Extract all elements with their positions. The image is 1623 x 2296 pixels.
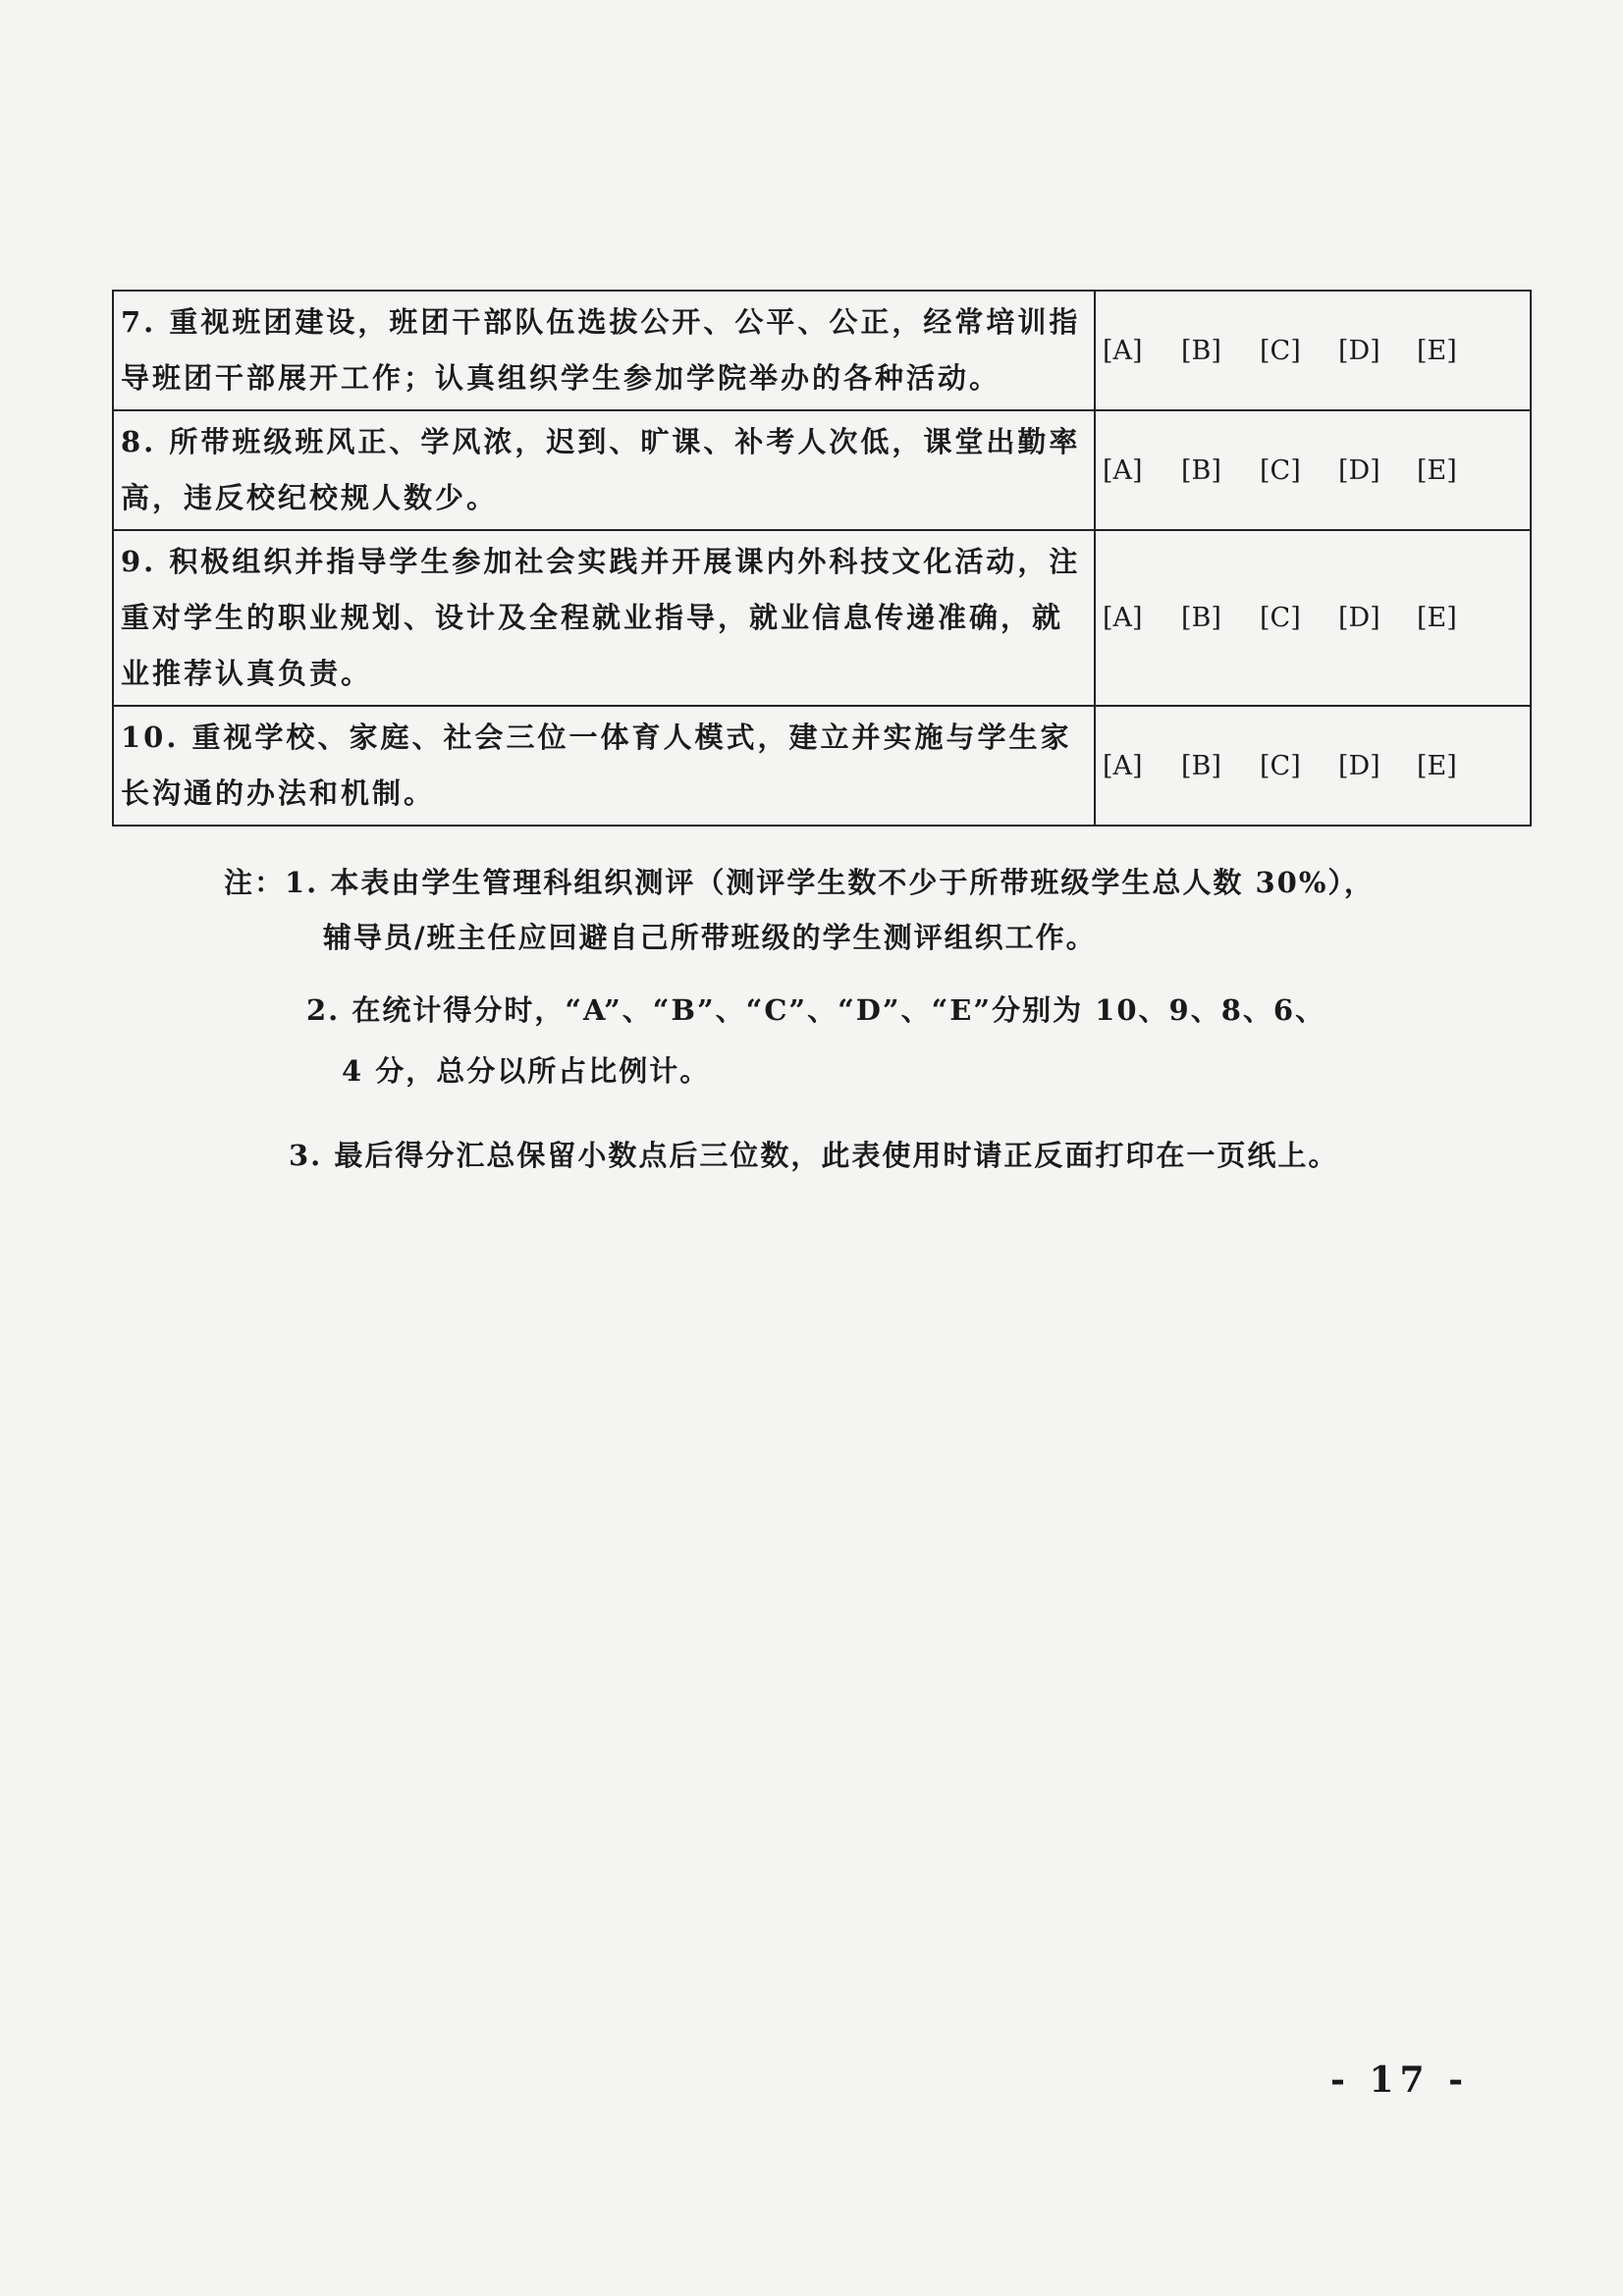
option-d[interactable]: [D]: [1338, 454, 1380, 486]
rating-options: [1097, 751, 1529, 781]
item-text: [115, 708, 1093, 824]
options-cell: [1095, 291, 1531, 410]
option-a[interactable]: [A]: [1103, 335, 1143, 366]
evaluation-table: [112, 290, 1532, 827]
option-c[interactable]: [C]: [1260, 454, 1301, 486]
item-text: [115, 293, 1093, 408]
option-b[interactable]: [B]: [1181, 750, 1221, 781]
item-text-cell: [113, 410, 1095, 530]
note-line: 3. 最后得分汇总保留小数点后三位数，此表使用时请正反面打印在一页纸上。: [289, 1139, 1339, 1172]
item-text-line: 9. 积极组织并指导学生参加社会实践并开展课内外科技文化活动，注: [121, 545, 1081, 578]
table-row: [113, 530, 1531, 706]
item-text-cell: [113, 291, 1095, 410]
table-row: [113, 706, 1531, 826]
option-e[interactable]: [E]: [1417, 454, 1457, 486]
item-text-line: 长沟通的办法和机制。: [121, 776, 436, 810]
option-a[interactable]: [A]: [1103, 750, 1143, 781]
item-text: [115, 532, 1093, 704]
option-c[interactable]: [C]: [1260, 335, 1301, 366]
options-cell: [1095, 706, 1531, 826]
item-text-line: 重对学生的职业规划、设计及全程就业指导，就业信息传递准确，就: [121, 601, 1064, 634]
note-line: 辅导员/班主任应回避自己所带班级的学生测评组织工作。: [323, 921, 1097, 954]
note-line: 注：1. 本表由学生管理科组织测评（测评学生数不少于所带班级学生总人数 30%），: [224, 866, 1375, 899]
item-text-line: 高，违反校纪校规人数少。: [121, 481, 499, 514]
option-d[interactable]: [D]: [1338, 603, 1380, 633]
item-text-cell: [113, 706, 1095, 826]
table-row: [113, 291, 1531, 410]
option-b[interactable]: [B]: [1181, 454, 1221, 486]
option-e[interactable]: [E]: [1417, 603, 1457, 633]
option-d[interactable]: [D]: [1338, 750, 1380, 781]
note-line: 2. 在统计得分时，“A”、“B”、“C”、“D”、“E”分别为 10、9、8、6、: [306, 993, 1326, 1027]
item-text-cell: [113, 530, 1095, 706]
options-cell: [1095, 410, 1531, 530]
option-d[interactable]: [D]: [1338, 335, 1380, 366]
option-e[interactable]: [E]: [1417, 750, 1457, 781]
item-text-line: 业推荐认真负责。: [121, 657, 373, 690]
option-b[interactable]: [B]: [1181, 603, 1221, 633]
note-line: 4 分，总分以所占比例计。: [342, 1054, 711, 1088]
rating-options: [1097, 603, 1529, 633]
option-c[interactable]: [C]: [1260, 603, 1301, 633]
options-cell: [1095, 530, 1531, 706]
table-row: [113, 410, 1531, 530]
option-c[interactable]: [C]: [1260, 750, 1301, 781]
option-e[interactable]: [E]: [1417, 335, 1457, 366]
page-number: - 17 -: [1330, 2059, 1470, 2101]
option-a[interactable]: [A]: [1103, 603, 1143, 633]
item-text: [115, 412, 1093, 528]
item-text-line: 7. 重视班团建设，班团干部队伍选拔公开、公平、公正，经常培训指: [121, 305, 1081, 339]
item-text-line: 导班团干部展开工作；认真组织学生参加学院举办的各种活动。: [121, 361, 1001, 395]
option-b[interactable]: [B]: [1181, 335, 1221, 366]
item-text-line: 10. 重视学校、家庭、社会三位一体育人模式，建立并实施与学生家: [121, 721, 1072, 754]
rating-options: [1097, 336, 1529, 366]
option-a[interactable]: [A]: [1103, 454, 1143, 486]
rating-options: [1097, 455, 1529, 486]
item-text-line: 8. 所带班级班风正、学风浓，迟到、旷课、补考人次低，课堂出勤率: [121, 425, 1081, 458]
